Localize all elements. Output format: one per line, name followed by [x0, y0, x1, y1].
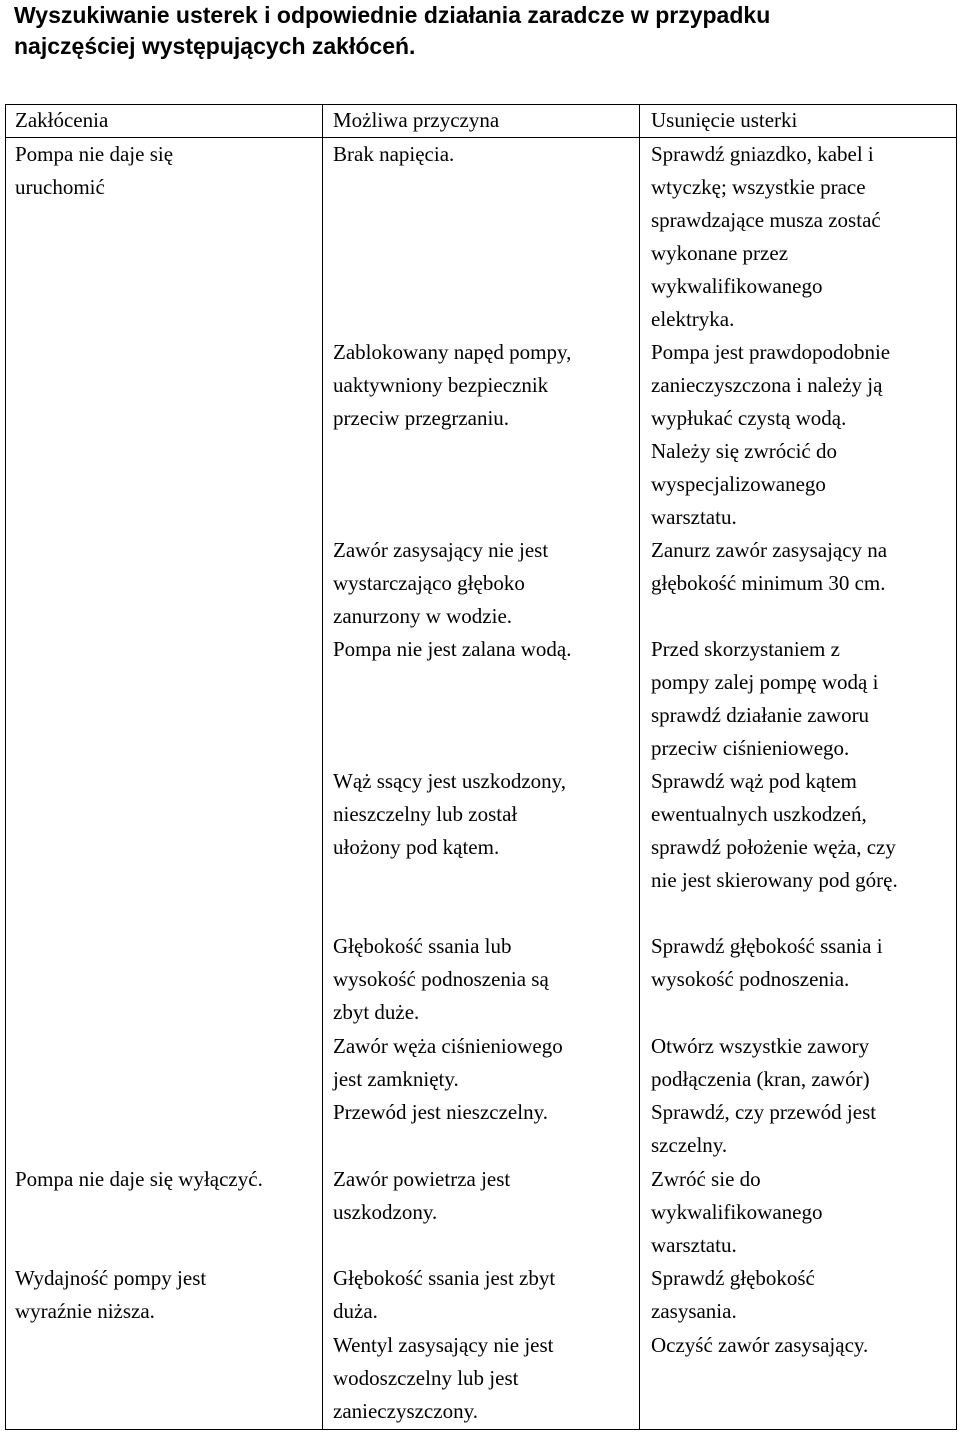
cause-cell: Pompa nie jest zalana wodą.	[333, 637, 572, 661]
cause-cell: Wentyl zasysający nie jest wodoszczelny lub jest zanieczyszczony.	[333, 1333, 554, 1423]
remedy-cell: Pompa jest prawdopodobnie zanieczyszczona i należy ją wypłukać czystą wodą. Należy się zwrócić do wyspecjalizowanego warsztatu.	[651, 340, 891, 529]
page-title-line-1: Wyszukiwanie usterek i odpowiednie działania zaradcze w przypadku	[14, 2, 771, 28]
remedy-cell: Sprawdź, czy przewód jest szczelny.	[651, 1100, 877, 1157]
remedy-cell: Zwróć sie do wykwalifikowanego warsztatu.	[651, 1167, 823, 1257]
cause-cell: Przewód jest nieszczelny.	[333, 1100, 548, 1124]
cause-cell: Zawór powietrza jest uszkodzony.	[333, 1167, 511, 1224]
cause-cell: Zawór zasysający nie jest wystarczająco głęboko zanurzony w wodzie.	[333, 538, 549, 628]
page-title-line-2: najczęściej występujących zakłóceń.	[14, 33, 416, 59]
problem-cell: Pompa nie daje się uruchomić	[15, 142, 174, 199]
problem-cell: Wydajność pompy jest wyraźnie niższa.	[15, 1266, 207, 1323]
table-border-right	[956, 104, 957, 1430]
remedy-cell: Przed skorzystaniem z pompy zalej pompę wodą i sprawdź działanie zaworu przeciw ciśnieniowego.	[651, 637, 879, 760]
remedy-cell: Oczyść zawór zasysający.	[651, 1333, 869, 1357]
cause-cell: Wąż ssący jest uszkodzony, nieszczelny lub został ułożony pod kątem.	[333, 769, 567, 859]
cause-cell: Brak napięcia.	[333, 142, 455, 166]
cause-cell: Głębokość ssania jest zbyt duża.	[333, 1266, 556, 1323]
table-border-bottom	[5, 1429, 957, 1430]
remedy-cell: Sprawdź gniazdko, kabel i wtyczkę; wszystkie prace sprawdzające musza zostać wykonane przez wykwalifikowanego elektryka.	[651, 142, 881, 331]
cause-cell: Zablokowany napęd pompy, uaktywniony bezpiecznik przeciw przegrzaniu.	[333, 340, 572, 430]
column-divider-1	[322, 104, 323, 1430]
column-header-cause: Możliwa przyczyna	[333, 108, 500, 132]
column-header-problem: Zakłócenia	[15, 108, 109, 132]
page-title	[14, 0, 944, 62]
problem-cell: Pompa nie daje się wyłączyć.	[15, 1167, 263, 1191]
remedy-cell: Sprawdź głębokość ssania i wysokość podnoszenia.	[651, 934, 883, 991]
remedy-cell: Sprawdź wąż pod kątem ewentualnych uszkodzeń, sprawdź położenie węża, czy nie jest skierowany pod górę.	[651, 769, 898, 892]
cause-cell: Zawór węża ciśnieniowego jest zamknięty.	[333, 1034, 563, 1091]
column-header-remedy: Usunięcie usterki	[651, 108, 798, 132]
table-border-left	[5, 104, 6, 1430]
remedy-cell: Otwórz wszystkie zawory podłączenia (kran, zawór)	[651, 1034, 870, 1091]
column-divider-2	[639, 104, 640, 1430]
remedy-cell: Sprawdź głębokość zasysania.	[651, 1266, 815, 1323]
remedy-cell: Zanurz zawór zasysający na głębokość minimum 30 cm.	[651, 538, 888, 595]
cause-cell: Głębokość ssania lub wysokość podnoszenia są zbyt duże.	[333, 934, 549, 1024]
